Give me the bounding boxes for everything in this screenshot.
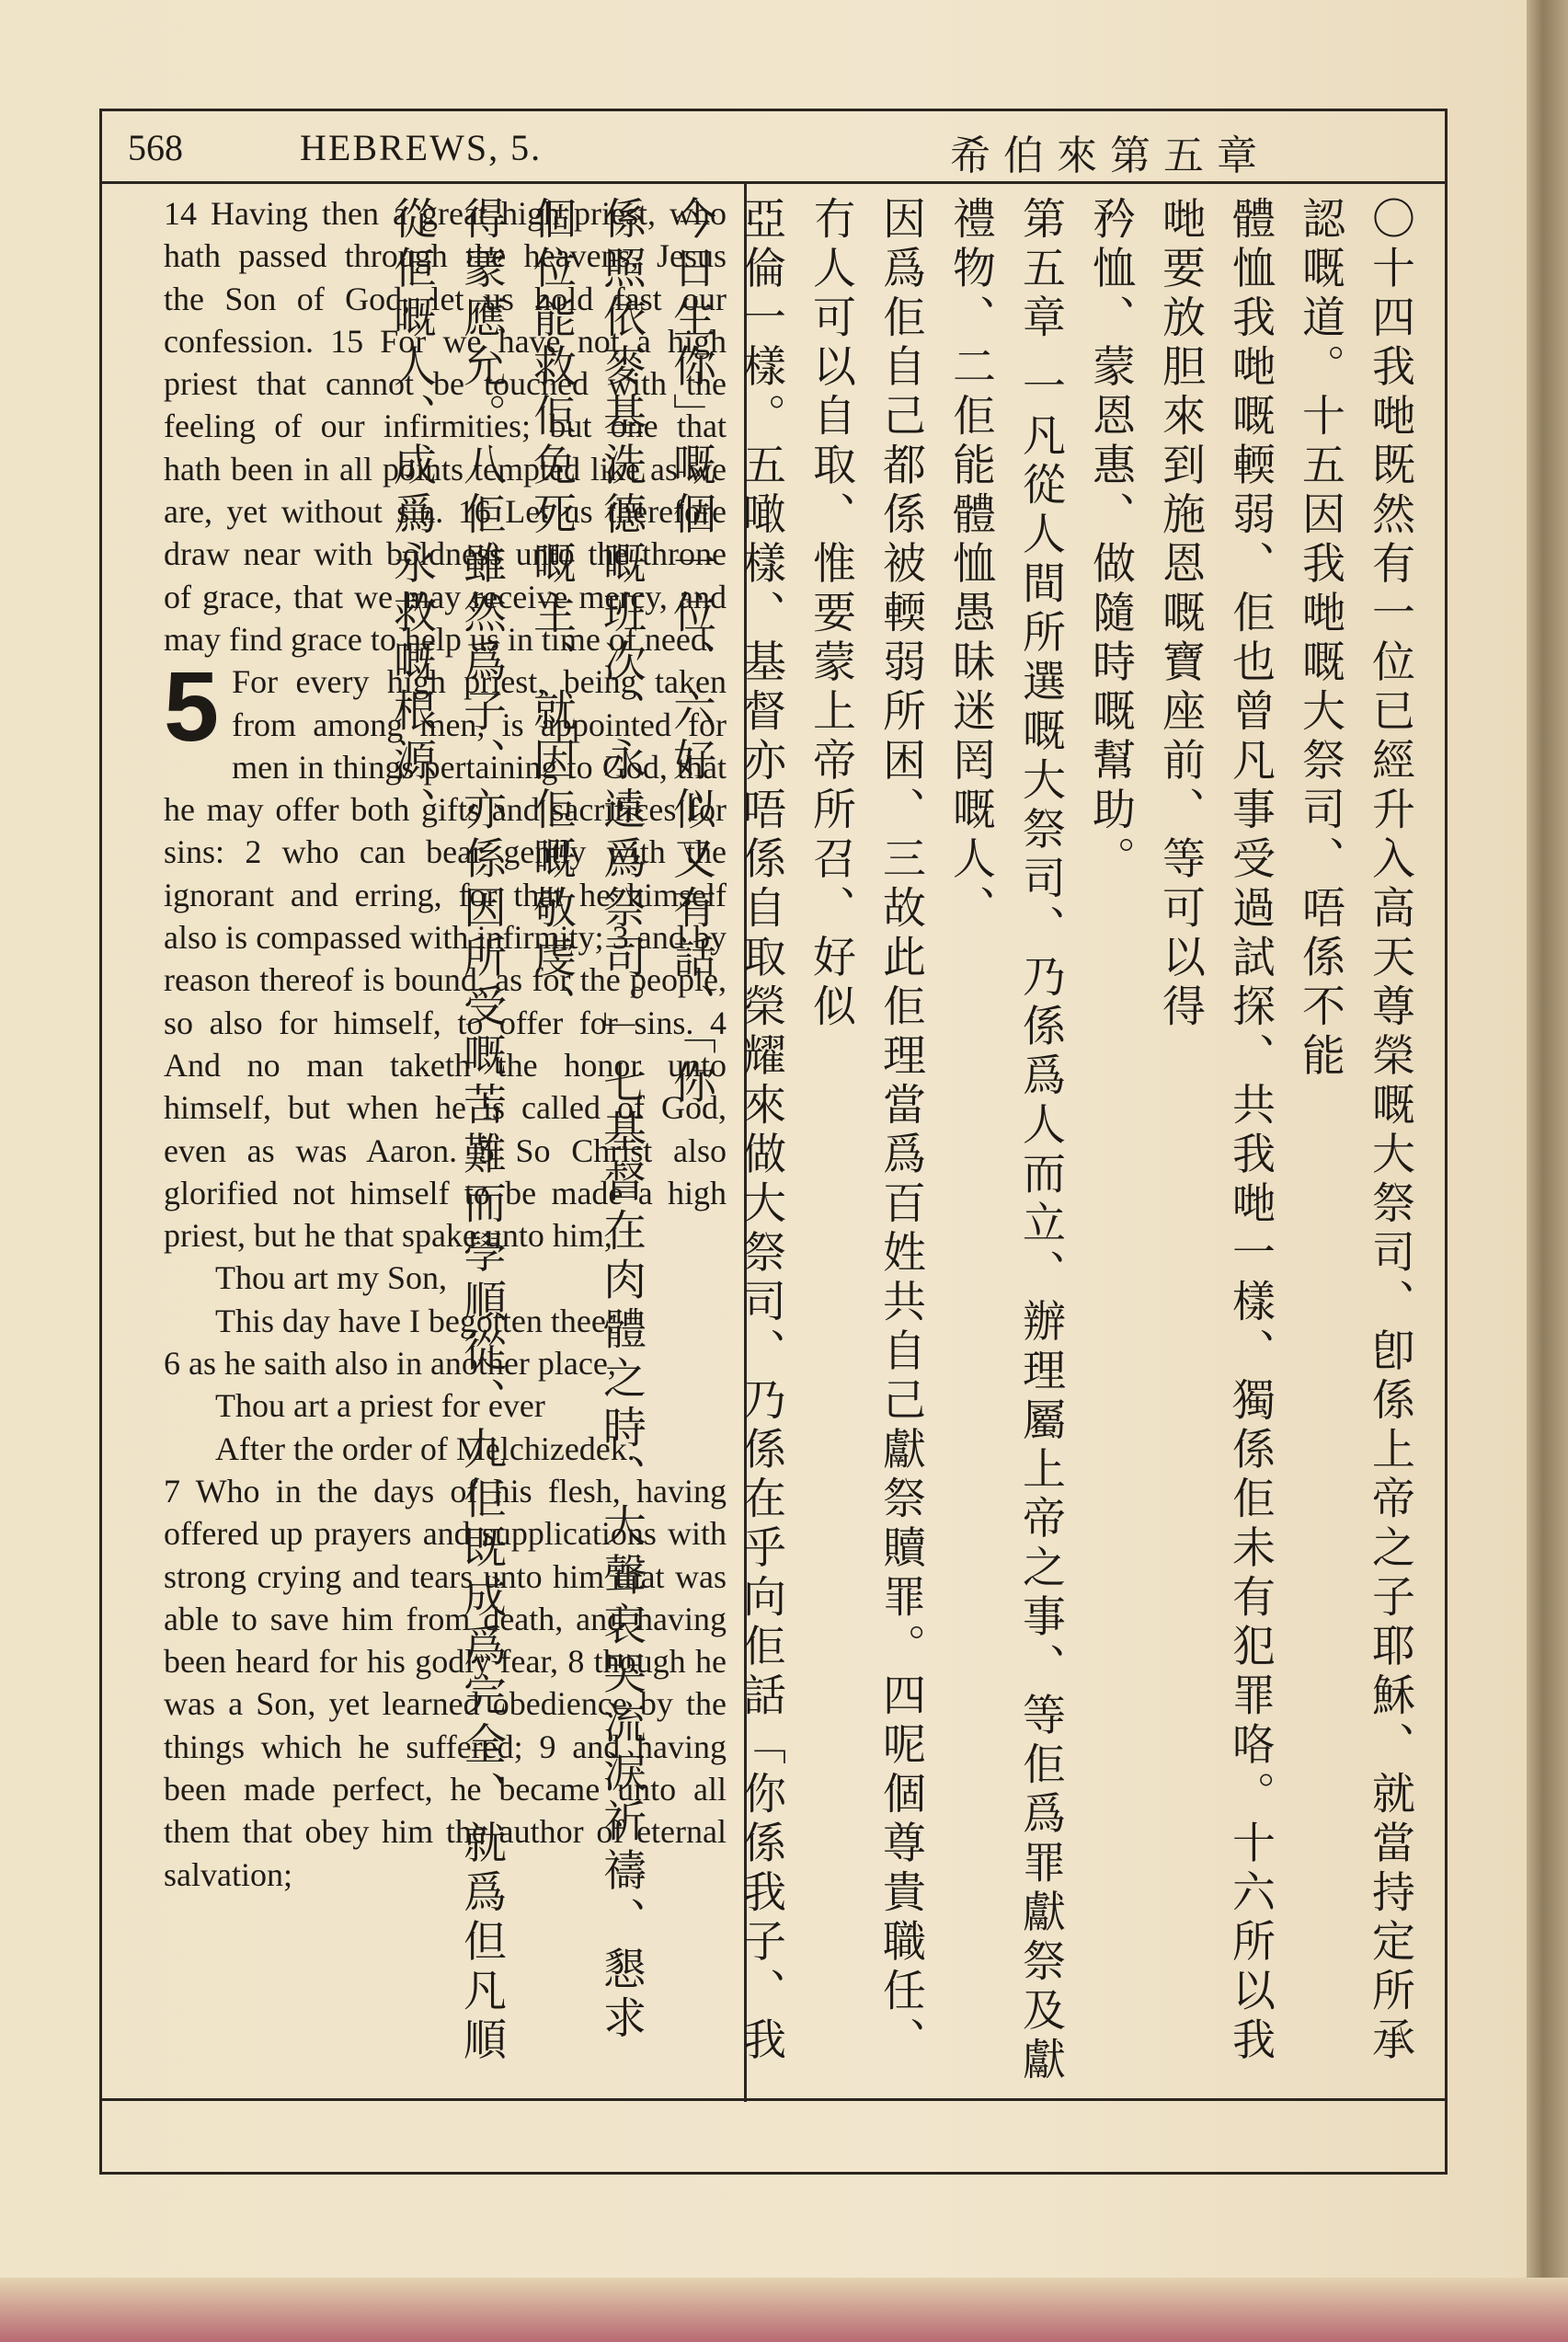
chinese-line: 〇十四我哋既然有一位已經升入高天尊榮嘅大祭司、卽係上帝之子耶穌、就當持定所承認嘅道。十五因我哋嘅大祭司、唔係不能 xyxy=(1295,196,1415,2066)
chinese-line: 得蒙應允。八佢雖然爲子、亦係因所受嘅苦難而學順從、九佢既成爲完全、就爲但凡順從佢嘅人、成爲永救嘅根源、 xyxy=(386,196,507,2066)
page-number: 568 xyxy=(128,127,183,168)
chinese-line: 矜恤、蒙恩惠、做隨時嘅幫助。 xyxy=(1085,196,1136,885)
poem-line: Thou art a priest for ever xyxy=(215,1387,545,1425)
running-title: HEBREWS, 5. xyxy=(300,127,543,168)
chinese-title: 希伯來第五章 xyxy=(950,132,1270,179)
bottom-edge xyxy=(0,2278,1568,2342)
chinese-line: 亞倫一樣。五噉樣、基督亦唔係自取榮耀來做大祭司、乃係在乎向佢話「你係我子、我今日生你」嘅個一位、六好似又有話、「你 xyxy=(666,196,786,2066)
english-paragraph-1: 14 Having then a great high priest, who hath passed through the heavens, Jesus the Son of God, let us hold fast our confession. 15 For we have not a high priest that cannot be touched with the feeling of our infirmities; but one that hath been in all points tempted like as we are, yet without sin. 16 Let us therefore draw near with boldness unto the throne of grace, that we may receive mercy, and may find grace to help us in time of need. xyxy=(164,195,727,658)
page-header xyxy=(102,111,1445,184)
english-paragraph-2-text: For every high priest, being taken from among men, is appointed for men in things pertaining to God, that he may offer both gifts and sacrifices for sins: 2 who can bear gently with the ignorant and erring, for that he himself also is compassed with infirmity; 3 and by reason thereof is bound, as for the people, so also for himself, to offer for sins. 4 And no man taketh the honor unto himself, but when he is called of God, even as was Aaron. 5 So Christ also glorified not himself to be made a high priest, but he that spake unto him, xyxy=(164,663,727,1255)
page-edge xyxy=(1527,0,1568,2342)
chinese-line: 體恤我哋嘅輭弱、佢也曾凡事受過試探、共我哋一樣、獨係佢未有犯罪咯。十六所以我哋要放胆來到施恩嘅寶座前、等可以得 xyxy=(1155,196,1276,2066)
chinese-line: 係照依麥基洗德嘅班次、永遠爲祭司。」七基督在肉體之時、大聲哀哭流淚祈禱、懇求個位能救佢免死嘅主、就因佢嘅敬虔、 xyxy=(526,196,647,2045)
poem-line: After the order of Melchizedek. xyxy=(215,1429,635,1467)
chinese-line: 因爲佢自己都係被輭弱所困、三故此佢理當爲百姓共自己獻祭贖罪。四呢個尊貴職任、冇人可以自取、惟要蒙上帝所召、好似 xyxy=(806,196,926,2066)
english-paragraph-4: 7 Who in the days of his flesh, having offered up prayers and supplications with strong crying and tears unto him that was able to save him from death, and having been heard for his godly fear, 8 though he was a Son, yet learned obedience by the things which he suffered; 9 and having been made perfect, he became unto all them that obey him the author of eternal salvation; xyxy=(164,1472,727,1893)
footer-rule xyxy=(102,2098,1445,2101)
chapter-number: 5 xyxy=(164,650,220,763)
poem-line: Thou art my Son, xyxy=(215,1259,447,1297)
english-paragraph-3: 6 as he saith also in another place, xyxy=(164,1345,616,1383)
chinese-line: 第五章 一凡從人間所選嘅大祭司、乃係爲人而立、辦理屬上帝之事、等佢爲罪獻祭及獻禮物、二佢能體恤愚昧迷罔嘅人、 xyxy=(945,196,1066,2086)
poem-line: This day have I begotten thee: xyxy=(215,1302,615,1339)
page-frame xyxy=(99,109,1448,2175)
